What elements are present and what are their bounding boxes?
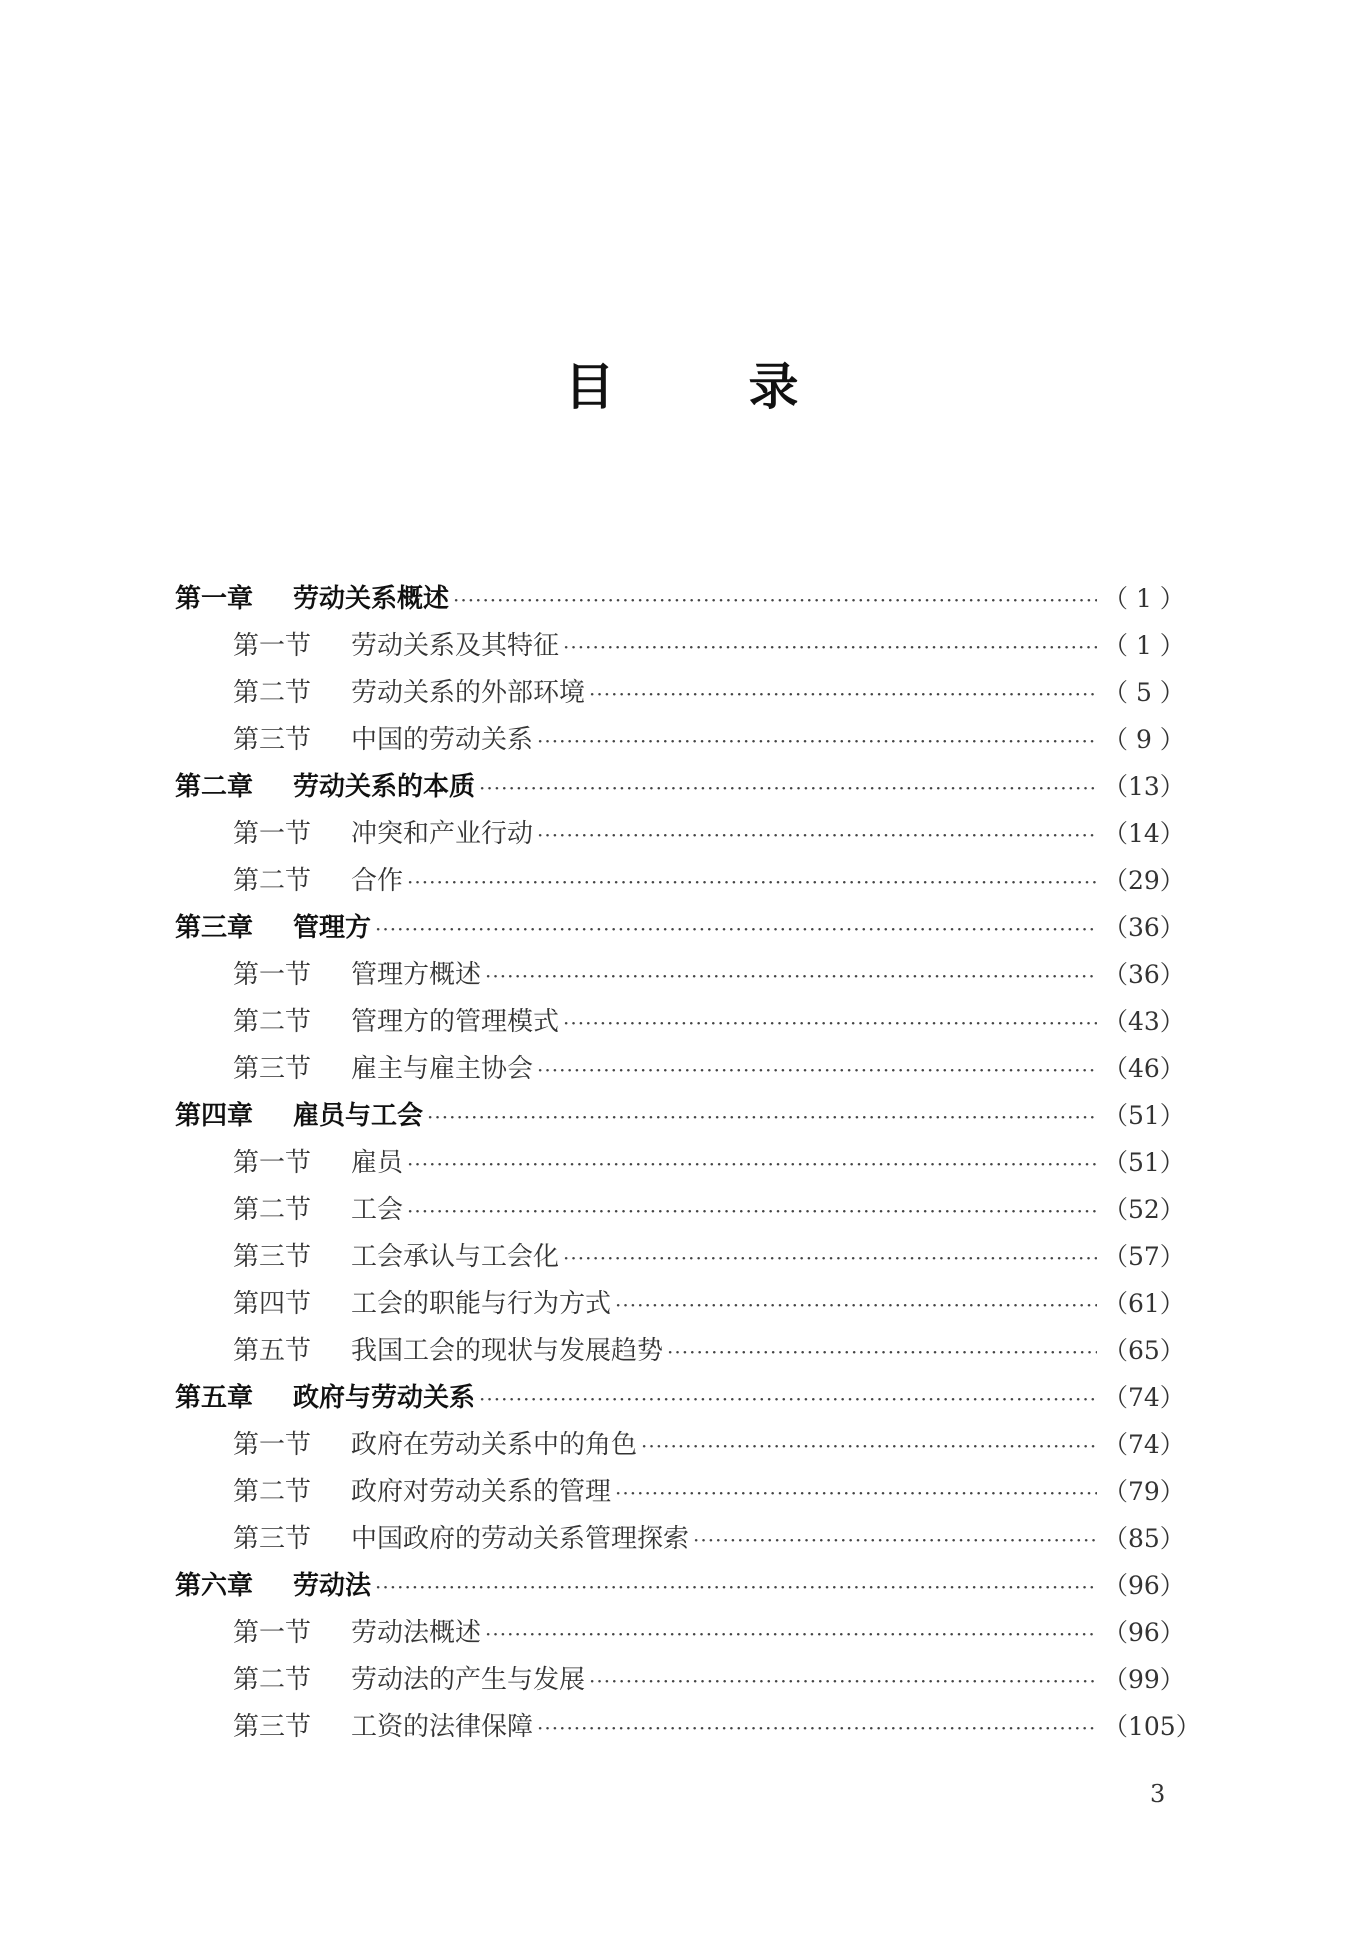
toc-entry-label: 雇员与工会 <box>293 1101 424 1131</box>
toc-entry-number: 第六章 <box>175 1571 254 1601</box>
toc-entry-label: 劳动关系及其特征 <box>351 631 560 661</box>
toc-entry-number: 第二节 <box>233 866 312 896</box>
toc-entry-label: 政府对劳动关系的管理 <box>351 1477 612 1507</box>
toc-entry-number: 第二节 <box>233 1007 312 1037</box>
toc-entry-number: 第二节 <box>233 678 312 708</box>
toc-entry-number: 第一章 <box>175 584 254 614</box>
toc-entry-label: 工会承认与工会化 <box>351 1242 560 1272</box>
toc-section-row[interactable] <box>175 1186 1185 1233</box>
toc-leader-dots <box>485 953 1097 1000</box>
toc-leader-dots <box>537 812 1097 859</box>
toc-entry-number: 第二节 <box>233 1665 312 1695</box>
toc-entry-page: （74） <box>1103 1383 1185 1412</box>
toc-section-row[interactable] <box>175 669 1185 716</box>
toc-entry-number: 第一节 <box>233 1618 312 1648</box>
toc-entry-number: 第三节 <box>233 1712 312 1742</box>
toc-entry-page: （85） <box>1103 1524 1185 1553</box>
toc-entry-page: （46） <box>1103 1054 1185 1083</box>
toc-leader-dots <box>589 671 1097 718</box>
toc-leader-dots <box>427 1094 1097 1141</box>
toc-leader-dots <box>537 1047 1097 1094</box>
page-title: 目 录 <box>564 358 841 416</box>
toc-entry-number: 第一节 <box>233 631 312 661</box>
toc-section-row[interactable] <box>175 1233 1185 1280</box>
toc-entry-page: （51） <box>1103 1148 1185 1177</box>
toc-leader-dots <box>589 1658 1097 1705</box>
toc-section-row[interactable] <box>175 1515 1185 1562</box>
toc-entry-label: 冲突和产业行动 <box>351 819 534 849</box>
toc-leader-dots <box>615 1470 1097 1517</box>
toc-leader-dots <box>537 1705 1097 1752</box>
toc-chapter-row[interactable] <box>175 904 1185 951</box>
toc-section-row[interactable] <box>175 1045 1185 1092</box>
toc-section-row[interactable] <box>175 1656 1185 1703</box>
toc-section-row[interactable] <box>175 1139 1185 1186</box>
toc-entry-page: （ 9 ） <box>1103 725 1185 754</box>
toc-leader-dots <box>407 1188 1097 1235</box>
toc-entry-page: （57） <box>1103 1242 1185 1271</box>
toc-entry-page: （79） <box>1103 1477 1185 1506</box>
toc-entry-page: （96） <box>1103 1618 1185 1647</box>
toc-leader-dots <box>375 906 1097 953</box>
toc-entry-label: 工资的法律保障 <box>351 1712 534 1742</box>
toc-section-row[interactable] <box>175 1703 1201 1750</box>
toc-entry-number: 第四节 <box>233 1289 312 1319</box>
toc-chapter-row[interactable] <box>175 575 1185 622</box>
toc-leader-dots <box>615 1282 1097 1329</box>
toc-entry-label: 工会 <box>351 1195 404 1225</box>
toc-entry-number: 第一节 <box>233 1148 312 1178</box>
toc-section-row[interactable] <box>175 622 1185 669</box>
toc-entry-number: 第二节 <box>233 1477 312 1507</box>
toc-entry-label: 劳动法概述 <box>351 1618 482 1648</box>
toc-leader-dots <box>667 1329 1097 1376</box>
toc-entry-page: （105） <box>1103 1712 1201 1741</box>
toc-section-row[interactable] <box>175 716 1185 763</box>
toc-entry-number: 第五章 <box>175 1383 254 1413</box>
toc-entry-page: （61） <box>1103 1289 1185 1318</box>
toc-entry-label: 劳动关系的外部环境 <box>351 678 586 708</box>
toc-entry-page: （29） <box>1103 866 1185 895</box>
toc-entry-number: 第一节 <box>233 1430 312 1460</box>
toc-entry-label: 中国的劳动关系 <box>351 725 534 755</box>
toc-entry-page: （65） <box>1103 1336 1185 1365</box>
toc-entry-number: 第二章 <box>175 772 254 802</box>
toc-leader-dots <box>537 718 1097 765</box>
toc-entry-page: （ 1 ） <box>1103 631 1185 660</box>
toc-chapter-row[interactable] <box>175 1562 1185 1609</box>
toc-leader-dots <box>563 624 1097 671</box>
toc-entry-number: 第四章 <box>175 1101 254 1131</box>
toc-chapter-row[interactable] <box>175 763 1185 810</box>
toc-leader-dots <box>479 1376 1097 1423</box>
toc-leader-dots <box>479 765 1097 812</box>
toc-entry-number: 第一节 <box>233 819 312 849</box>
toc-entry-page: （96） <box>1103 1571 1185 1600</box>
toc-entry-label: 劳动法的产生与发展 <box>351 1665 586 1695</box>
toc-entry-label: 劳动关系的本质 <box>293 772 476 802</box>
table-of-contents <box>175 575 1201 1750</box>
page-number: 3 <box>1150 1780 1166 1808</box>
toc-entry-label: 雇员 <box>351 1148 404 1178</box>
toc-leader-dots <box>563 1235 1097 1282</box>
toc-entry-page: （99） <box>1103 1665 1185 1694</box>
toc-leader-dots <box>563 1000 1097 1047</box>
toc-chapter-row[interactable] <box>175 1374 1185 1421</box>
toc-entry-label: 劳动法 <box>293 1571 372 1601</box>
toc-entry-label: 管理方概述 <box>351 960 482 990</box>
toc-entry-number: 第三节 <box>233 1054 312 1084</box>
toc-leader-dots <box>641 1423 1097 1470</box>
toc-entry-number: 第五节 <box>233 1336 312 1366</box>
toc-section-row[interactable] <box>175 857 1185 904</box>
toc-section-row[interactable] <box>175 810 1185 857</box>
toc-entry-label: 政府在劳动关系中的角色 <box>351 1430 638 1460</box>
toc-entry-label: 劳动关系概述 <box>293 584 450 614</box>
toc-entry-number: 第三节 <box>233 1524 312 1554</box>
toc-chapter-row[interactable] <box>175 1092 1185 1139</box>
toc-section-row[interactable] <box>175 1280 1185 1327</box>
toc-entry-page: （36） <box>1103 913 1185 942</box>
toc-section-row[interactable] <box>175 1468 1185 1515</box>
toc-entry-number: 第三章 <box>175 913 254 943</box>
toc-entry-page: （13） <box>1103 772 1185 801</box>
toc-entry-number: 第二节 <box>233 1195 312 1225</box>
toc-section-row[interactable] <box>175 1421 1185 1468</box>
toc-leader-dots <box>407 859 1097 906</box>
toc-leader-dots <box>485 1611 1097 1658</box>
toc-entry-label: 政府与劳动关系 <box>293 1383 476 1413</box>
toc-entry-label: 雇主与雇主协会 <box>351 1054 534 1084</box>
toc-entry-number: 第一节 <box>233 960 312 990</box>
toc-entry-label: 管理方 <box>293 913 372 943</box>
toc-entry-page: （74） <box>1103 1430 1185 1459</box>
toc-entry-page: （ 5 ） <box>1103 678 1185 707</box>
toc-entry-page: （43） <box>1103 1007 1185 1036</box>
toc-entry-number: 第三节 <box>233 725 312 755</box>
toc-leader-dots <box>693 1517 1097 1564</box>
toc-entry-label: 合作 <box>351 866 404 896</box>
toc-entry-label: 中国政府的劳动关系管理探索 <box>351 1524 690 1554</box>
toc-entry-page: （ 1 ） <box>1103 584 1185 613</box>
toc-leader-dots <box>375 1564 1097 1611</box>
toc-section-row[interactable] <box>175 998 1185 1045</box>
toc-entry-label: 我国工会的现状与发展趋势 <box>351 1336 664 1366</box>
toc-entry-page: （36） <box>1103 960 1185 989</box>
toc-entry-page: （14） <box>1103 819 1185 848</box>
toc-entry-label: 管理方的管理模式 <box>351 1007 560 1037</box>
toc-entry-page: （52） <box>1103 1195 1185 1224</box>
toc-entry-page: （51） <box>1103 1101 1185 1130</box>
toc-leader-dots <box>407 1141 1097 1188</box>
toc-entry-number: 第三节 <box>233 1242 312 1272</box>
toc-section-row[interactable] <box>175 1609 1185 1656</box>
toc-section-row[interactable] <box>175 1327 1185 1374</box>
toc-section-row[interactable] <box>175 951 1185 998</box>
toc-entry-label: 工会的职能与行为方式 <box>351 1289 612 1319</box>
toc-leader-dots <box>453 577 1097 624</box>
